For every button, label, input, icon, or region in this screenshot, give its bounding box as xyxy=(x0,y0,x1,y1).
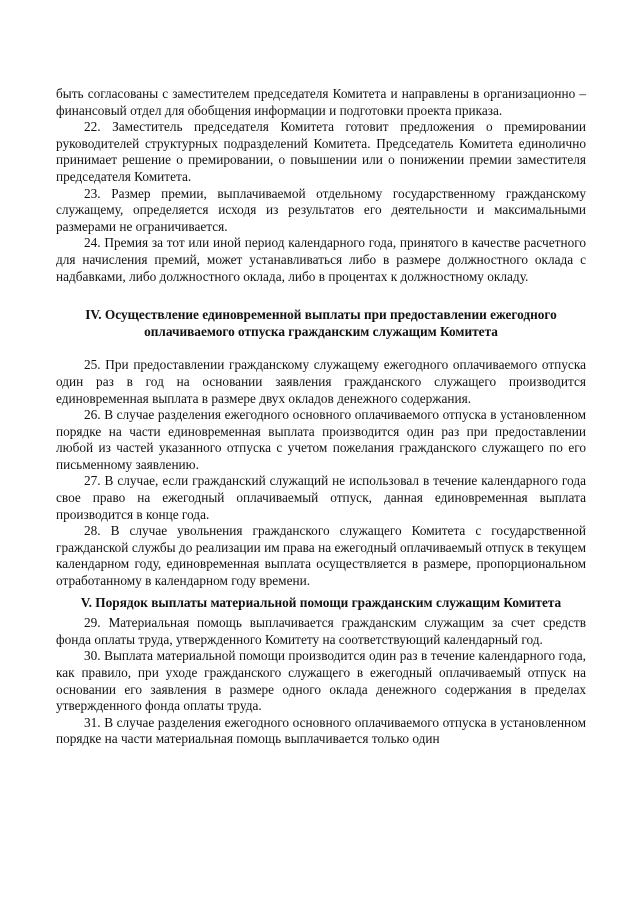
paragraph-27: 27. В случае, если гражданский служащий не использовал в течение календарного года свое право на ежегодный оплачиваемый отпуск, данная единовременная выплата производится в конце года. xyxy=(56,473,586,522)
paragraph-25: 25. При предоставлении гражданскому служащему ежегодного оплачиваемого отпуска один раз в год на основании заявления гражданского служащего производится единовременная выплата в размере двух окладов денежного содержания. xyxy=(56,357,586,406)
spacer xyxy=(56,340,586,357)
paragraph-31: 31. В случае разделения ежегодного основного оплачиваемого отпуска в установленном порядке на части материальная помощь выплачивается только один xyxy=(56,714,586,747)
section-5-heading: V. Порядок выплаты материальной помощи гражданским служащим Комитета xyxy=(80,594,562,610)
paragraph-29: 29. Материальная помощь выплачивается гражданским служащим за счет средств фонда оплаты труда, утвержденного Комитету на соответствующий календарный год. xyxy=(56,615,586,647)
paragraph-26: 26. В случае разделения ежегодного основного оплачиваемого отпуска в установленном порядке на части единовременная выплата производится один раз при предоставлении любой из частей указанного отпуска с учетом пожелания гражданского служащего по его письменному заявлению. xyxy=(56,407,586,472)
spacer xyxy=(56,285,586,307)
paragraph-23: 23. Размер премии, выплачиваемой отдельному государственному гражданскому служащему, определяется исходя из результатов его деятельности и максимальными размерами не ограничивается. xyxy=(56,185,586,234)
paragraph-28: 28. В случае увольнения гражданского служащего Комитета с государственной гражданской службы до реализации им права на ежегодный оплачиваемый отпуск в текущем календарном году, единовременная выплата осуществляется в размере, пропорциональном отработанному в календарном году времени. xyxy=(56,523,586,589)
section-4-heading: IV. Осуществление единовременной выплаты при предоставлении ежегодного оплачиваемого отпуска гражданским служащим Комитета xyxy=(85,307,557,339)
paragraph-22: 22. Заместитель председателя Комитета готовит предложения о премировании руководителей структурных подразделений Комитета. Председатель Комитета единолично принимает решение о премировании, о повышении или о понижении премии заместителя председателя Комитета. xyxy=(56,119,586,184)
paragraph-24: 24. Премия за тот или иной период календарного года, принятого в качестве расчетного для начисления премий, может устанавливаться либо в размере должностного оклада с надбавками, либо должностного оклада, либо в процентах к должностному окладу. xyxy=(56,235,586,284)
paragraph-continuation: быть согласованы с заместителем председателя Комитета и направлены в организационно – финансовый отдел для обобщения информации и подготовки проекта приказа. xyxy=(56,86,586,118)
paragraph-30: 30. Выплата материальной помощи производится один раз в течение календарного года, как правило, при уходе гражданского служащего в ежегодный оплачиваемый отпуск на основании его заявления в размере одного оклада денежного содержания в пределах утвержденного фонда оплаты труда. xyxy=(56,648,586,714)
